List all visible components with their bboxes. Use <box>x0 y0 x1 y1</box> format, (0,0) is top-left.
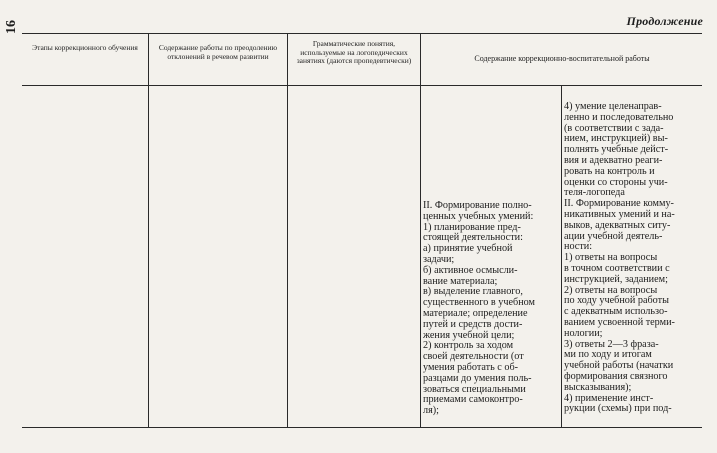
text-line: теля-логопеда <box>564 187 625 199</box>
text-line: выков, адекватных ситу- <box>564 219 671 231</box>
text-line: II. Формирование комму- <box>564 198 674 210</box>
text-line: материале; определение <box>423 307 528 319</box>
text-line: 4) умение целенаправ- <box>564 101 662 112</box>
correction-column-right <box>564 102 699 415</box>
text-line: своей деятельности (от <box>423 351 524 363</box>
text-line: 1) планирование пред- <box>423 221 521 233</box>
header-grammar: Грамматические понятия, используемые на логопедических занятиях (даются пропедевтически) <box>296 39 412 65</box>
text-line: никативных умений и на- <box>564 208 675 220</box>
text-line: 2) ответы на вопросы <box>564 284 658 296</box>
text-line: путей и средств дости- <box>423 318 523 330</box>
text-line: 4) применение инст- <box>564 392 654 404</box>
text-line: нологии; <box>564 327 603 339</box>
text-line: ми по ходу и итогам <box>564 349 652 361</box>
text-line: (в соответствии с зада- <box>564 122 664 134</box>
text-line: ровать на контроль и <box>564 165 655 177</box>
text-line: нием, инструкцией) вы- <box>564 133 668 145</box>
text-line: ленно и последовательно <box>564 111 674 123</box>
text-line: рукции (схемы) при под- <box>564 403 672 415</box>
header-divider <box>22 85 702 86</box>
text-line: умения работать с об- <box>423 361 519 373</box>
text-line: II. Формирование полно- <box>423 200 532 211</box>
text-line: в) выделение главного, <box>423 286 523 298</box>
text-line: ля); <box>423 405 439 417</box>
text-line: инструкцией, заданием; <box>564 273 668 285</box>
text-line: вия и адекватно реаги- <box>564 154 663 166</box>
text-line: 2) контроль за ходом <box>423 340 514 352</box>
text-line: 3) ответы 2—3 фраза- <box>564 338 659 350</box>
text-line: жения учебной цели; <box>423 329 515 341</box>
text-line: ности: <box>564 241 593 253</box>
text-line: б) активное осмысли- <box>423 264 518 276</box>
text-line: по ходу учебной работы <box>564 295 669 307</box>
correction-column-left <box>423 201 558 417</box>
text-line: стоящей деятельности: <box>423 232 523 244</box>
text-line: вание материала; <box>423 275 498 287</box>
correction-table <box>22 33 702 428</box>
header-stages: Этапы коррекционного обучения <box>32 43 138 52</box>
text-line: высказывания); <box>564 381 632 393</box>
text-line: 1) ответы на вопросы <box>564 252 658 264</box>
text-line: полнять учебные дейст- <box>564 144 669 156</box>
text-line: в точном соответствии с <box>564 262 670 274</box>
page-number: 16 <box>4 20 19 34</box>
header-correction: Содержание коррекционно-воспитательной работы <box>474 54 650 63</box>
text-line: существенного в учебном <box>423 297 535 309</box>
text-line: формирования связного <box>564 370 668 382</box>
col-divider-4 <box>561 86 562 427</box>
text-line: зоваться специальными <box>423 383 526 395</box>
text-line: оценки со стороны учи- <box>564 176 668 188</box>
col-divider-3 <box>420 34 421 427</box>
header-work-content: Содержание работы по преодолению отклонений в речевом развитии <box>158 43 278 61</box>
text-line: с адекватным использо- <box>564 306 668 318</box>
continuation-label: Продолжение <box>626 14 703 28</box>
text-line: разцами до умения поль- <box>423 372 532 384</box>
text-line: ации учебной деятель- <box>564 230 663 242</box>
text-line: задачи; <box>423 253 455 265</box>
text-line: а) принятие учебной <box>423 243 513 255</box>
text-line: ванием усвоенной терми- <box>564 316 675 328</box>
text-line: ценных учебных умений: <box>423 210 534 222</box>
col-divider-1 <box>148 34 149 427</box>
text-line: учебной работы (начатки <box>564 360 674 372</box>
col-divider-2 <box>287 34 288 427</box>
text-line: приемами самоконтро- <box>423 394 523 406</box>
